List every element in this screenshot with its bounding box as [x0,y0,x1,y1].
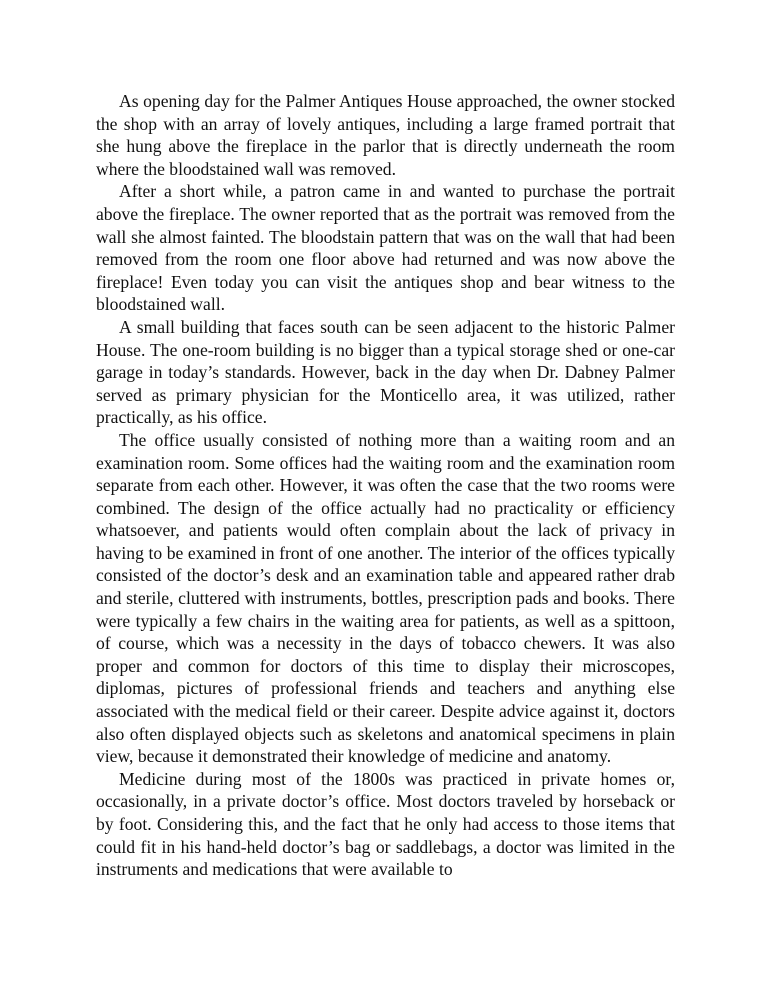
paragraph-doctor-office-building: A small building that faces south can be seen adjacent to the historic Palmer House. The one-room building is no bigger than a typical storage shed or one-car garage in today’s standards. However, back in the day when Dr. Dabney Palmer served as primary physician for the Monticello area, it was utilized, rather practically, as his office. [96,316,675,428]
page-body [96,90,675,881]
paragraph-office-layout: The office usually consisted of nothing more than a waiting room and an examination room. Some offices had the waiting room and the examination room separate from each other. However, it was often the case that the two rooms were combined. The design of the office actually had no practicality or efficiency whatsoever, and patients would often complain about the lack of privacy in having to be examined in front of one another. The interior of the offices typically consisted of the doctor’s desk and an examination table and appeared rather drab and sterile, cluttered with instruments, bottles, prescription pads and books. There were typically a few chairs in the waiting area for patients, as well as a spittoon, of course, which was a necessity in the days of tobacco chewers. It was also proper and common for doctors of this time to display their microscopes, diplomas, pictures of professional friends and teachers and anything else associated with the medical field or their career. Despite advice against it, doctors also often displayed objects such as skeletons and anatomical specimens in plain view, because it demonstrated their knowledge of medicine and anatomy. [96,429,675,767]
paragraph-medicine-1800s: Medicine during most of the 1800s was practiced in private homes or, occasionally, in a private doctor’s office. Most doctors traveled by horseback or by foot. Considering this, and the fact that he only had access to those items that could fit in his hand-held doctor’s bag or saddlebags, a doctor was limited in the instruments and medications that were available to [96,768,675,880]
paragraph-palmer-antiques-opening: As opening day for the Palmer Antiques House approached, the owner stocked the shop with an array of lovely antiques, including a large framed portrait that she hung above the fireplace in the parlor that is directly underneath the room where the bloodstained wall was removed. [96,91,675,179]
paragraph-bloodstain-portrait: After a short while, a patron came in and wanted to purchase the portrait above the fireplace. The owner reported that as the portrait was removed from the wall she almost fainted. The bloodstain pattern that was on the wall that had been removed from the room one floor above had returned and was now above the fireplace! Even today you can visit the antiques shop and bear witness to the bloodstained wall. [96,181,675,315]
